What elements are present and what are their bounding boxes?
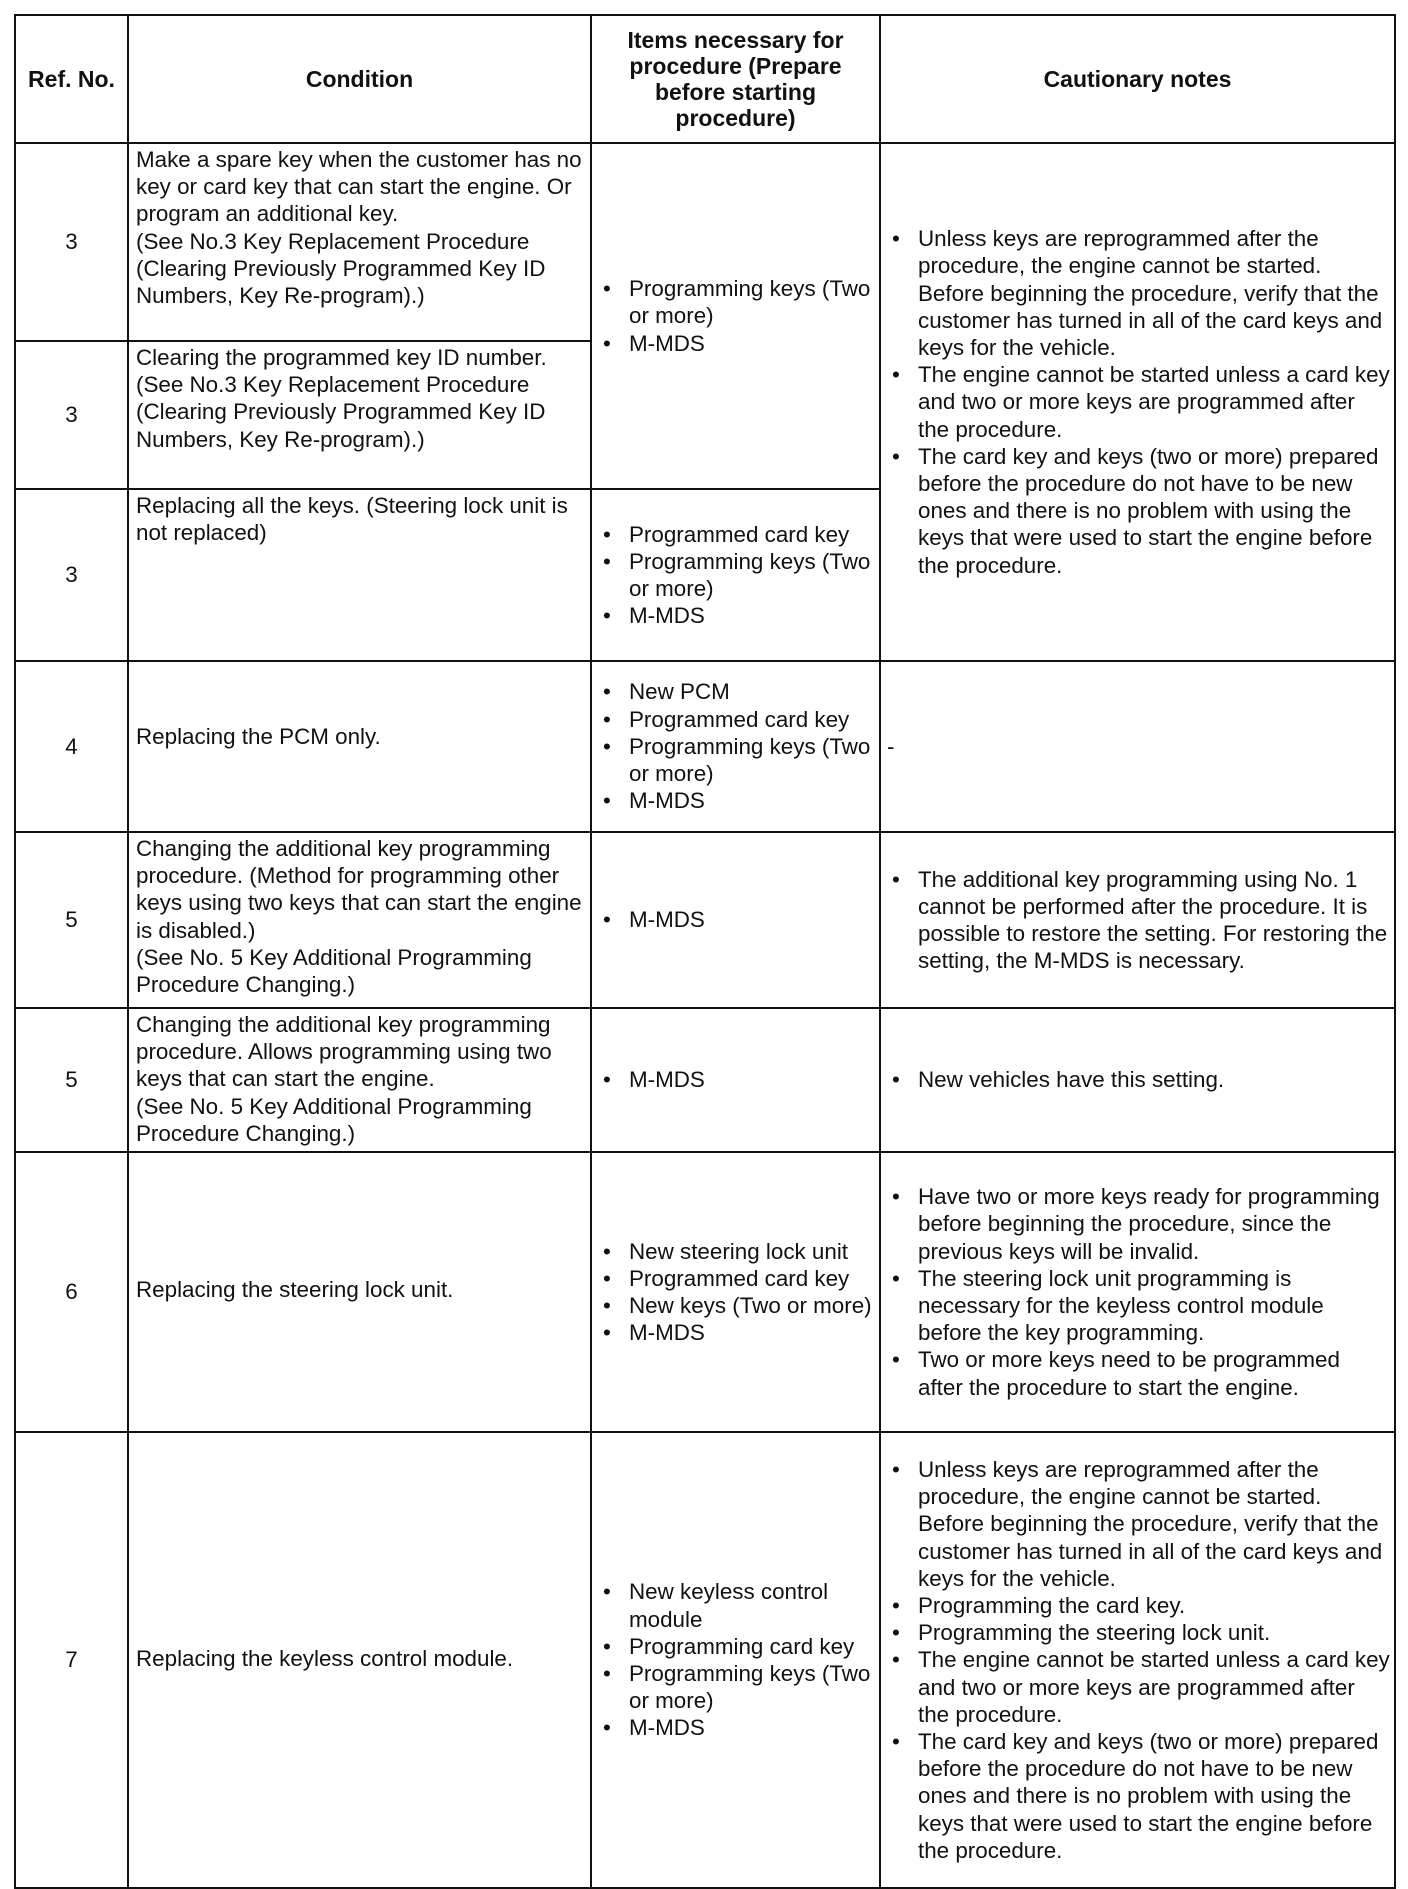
list-item: • New keys (Two or more) — [598, 1292, 875, 1319]
list-item: • The engine cannot be started unless a card key and two or more keys are programmed after the procedure. — [887, 361, 1390, 443]
list-item: • Programmed card key — [598, 521, 875, 548]
items-cell — [591, 832, 880, 1008]
list-item: • M-MDS — [598, 330, 875, 357]
list-item: • The card key and keys (two or more) prepared before the procedure do not have to be new ones and there is no problem with using the keys that were used to start the engine before the procedure. — [887, 443, 1390, 579]
list-item: • M-MDS — [598, 787, 875, 814]
list-item: • Programming the card key. — [887, 1592, 1390, 1619]
ref-no-cell: 5 — [15, 832, 128, 1008]
condition-cell: Replacing all the keys. (Steering lock unit is not replaced) — [128, 489, 591, 661]
header-ref-no: Ref. No. — [15, 15, 128, 143]
list-item: • New PCM — [598, 678, 875, 705]
items-cell — [591, 1008, 880, 1152]
list-item: • Have two or more keys ready for programming before beginning the procedure, since the previous keys will be invalid. — [887, 1183, 1390, 1265]
notes-cell — [880, 143, 1395, 661]
list-item: • The engine cannot be started unless a card key and two or more keys are programmed after the procedure. — [887, 1646, 1390, 1728]
list-item: • Programmed card key — [598, 1265, 875, 1292]
header-items-necessary: Items necessary for procedure (Prepare before starting procedure) — [591, 15, 880, 143]
list-item: • Programming the steering lock unit. — [887, 1619, 1390, 1646]
ref-no-cell: 3 — [15, 143, 128, 341]
list-item: • Unless keys are reprogrammed after the procedure, the engine cannot be started. Before beginning the procedure, verify that the customer has turned in all of the card keys and keys for the vehicle. — [887, 1456, 1390, 1592]
condition-cell: Clearing the programmed key ID number. (See No.3 Key Replacement Procedure (Clearing Previously Programmed Key ID Numbers, Key Re-program).) — [128, 341, 591, 489]
header-cautionary-notes: Cautionary notes — [880, 15, 1395, 143]
notes-cell — [880, 1008, 1395, 1152]
notes-cell — [880, 832, 1395, 1008]
condition-cell: Make a spare key when the customer has no key or card key that can start the engine. Or program an additional key. (See No.3 Key Replacement Procedure (Clearing Previously Programmed Key ID Numbers, Key Re-program).) — [128, 143, 591, 341]
list-item: • Unless keys are reprogrammed after the procedure, the engine cannot be started. Before beginning the procedure, verify that the customer has turned in all of the card keys and keys for the vehicle. — [887, 225, 1390, 361]
condition-cell: Replacing the steering lock unit. — [128, 1152, 591, 1432]
list-item: • New steering lock unit — [598, 1238, 875, 1265]
items-cell — [591, 1432, 880, 1888]
list-item: • Programmed card key — [598, 706, 875, 733]
ref-no-cell: 3 — [15, 341, 128, 489]
notes-cell — [880, 1432, 1395, 1888]
list-item: • The additional key programming using No. 1 cannot be performed after the procedure. It is possible to restore the setting. For restoring the setting, the M-MDS is necessary. — [887, 866, 1390, 975]
ref-no-cell: 6 — [15, 1152, 128, 1432]
table-row — [15, 1008, 1395, 1152]
list-item: • M-MDS — [598, 602, 875, 629]
table-row — [15, 832, 1395, 1008]
list-item: • Programming keys (Two or more) — [598, 1660, 875, 1714]
notes-cell — [880, 1152, 1395, 1432]
list-item: • The steering lock unit programming is necessary for the keyless control module before the key programming. — [887, 1265, 1390, 1347]
table-row — [15, 1432, 1395, 1888]
list-item: • Programming keys (Two or more) — [598, 733, 875, 787]
procedure-table — [14, 14, 1396, 1889]
list-item: • M-MDS — [598, 1319, 875, 1346]
list-item: • Programming keys (Two or more) — [598, 275, 875, 329]
list-item: • M-MDS — [598, 1714, 875, 1741]
list-item: • The card key and keys (two or more) prepared before the procedure do not have to be new ones and there is no problem with using the keys that were used to start the engine before the procedure. — [887, 1728, 1390, 1864]
items-cell — [591, 661, 880, 832]
list-item: • M-MDS — [598, 1066, 875, 1093]
items-cell — [591, 489, 880, 661]
ref-no-cell: 7 — [15, 1432, 128, 1888]
list-item: • New keyless control module — [598, 1578, 875, 1632]
table-row — [15, 1152, 1395, 1432]
list-item: • Two or more keys need to be programmed after the procedure to start the engine. — [887, 1346, 1390, 1400]
condition-cell: Replacing the keyless control module. — [128, 1432, 591, 1888]
table-row — [15, 143, 1395, 341]
list-item: • Programming keys (Two or more) — [598, 548, 875, 602]
table-row — [15, 661, 1395, 832]
header-condition: Condition — [128, 15, 591, 143]
list-item: • New vehicles have this setting. — [887, 1066, 1390, 1093]
condition-cell: Changing the additional key programming procedure. Allows programming using two keys that can start the engine. (See No. 5 Key Additional Programming Procedure Changing.) — [128, 1008, 591, 1152]
ref-no-cell: 3 — [15, 489, 128, 661]
condition-cell: Replacing the PCM only. — [128, 661, 591, 832]
ref-no-cell: 4 — [15, 661, 128, 832]
items-cell — [591, 1152, 880, 1432]
list-item: • M-MDS — [598, 906, 875, 933]
condition-cell: Changing the additional key programming procedure. (Method for programming other keys using two keys that can start the engine is disabled.) (See No. 5 Key Additional Programming Procedure Changing.) — [128, 832, 591, 1008]
document-page — [14, 14, 1394, 1889]
notes-cell: - — [880, 661, 1395, 832]
list-item: • Programming card key — [598, 1633, 875, 1660]
items-cell — [591, 143, 880, 489]
header-row — [15, 15, 1395, 143]
ref-no-cell: 5 — [15, 1008, 128, 1152]
